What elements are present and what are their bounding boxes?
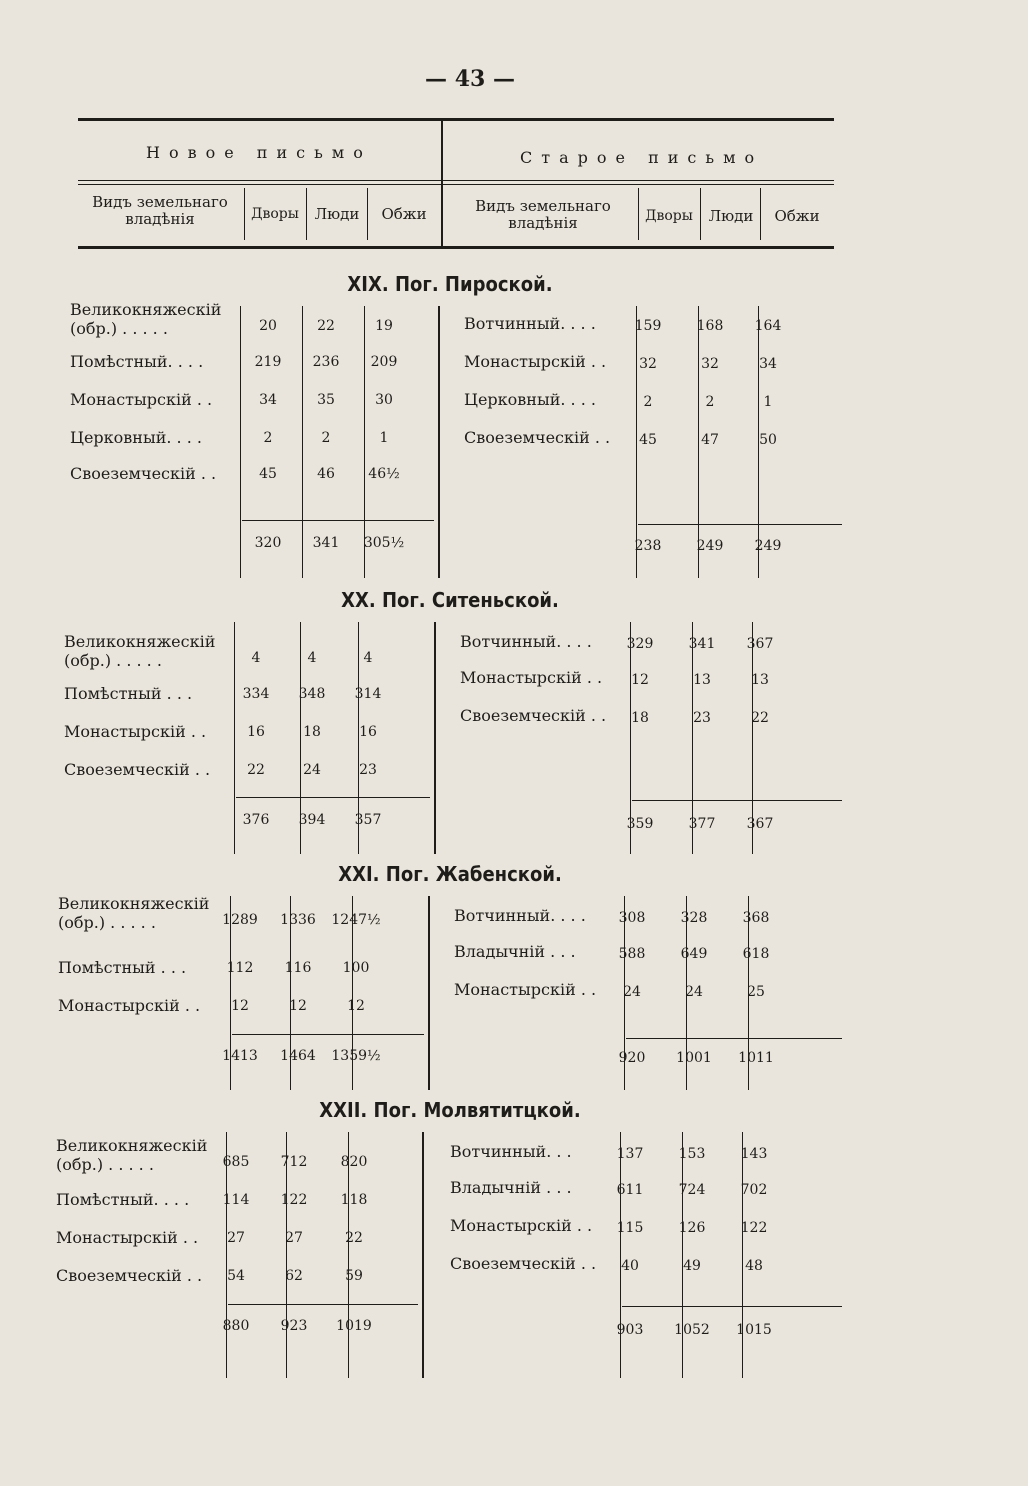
new-obzhi-value: 22 xyxy=(345,1230,363,1246)
old-total-dvory: 359 xyxy=(626,816,654,832)
new-dvory-value: 34 xyxy=(259,392,277,408)
section-title: XIX. Пог. Пироской. xyxy=(347,272,553,296)
header-mid-rule-2 xyxy=(78,184,834,185)
old-col-lyudi: Люди xyxy=(708,207,754,225)
new-dvory-value: 112 xyxy=(226,960,254,976)
column-rule xyxy=(742,1132,743,1378)
old-dvory-value: 115 xyxy=(616,1220,644,1236)
new-dvory-value: 334 xyxy=(242,686,270,702)
new-letter-title: Новое письмо xyxy=(146,143,372,162)
old-row-label: Монастырскій . . xyxy=(464,352,607,371)
letter-divider xyxy=(422,1132,424,1378)
new-lyudi-value: 62 xyxy=(285,1268,303,1284)
old-dvory-value: 24 xyxy=(623,984,641,1000)
new-row-label: Помѣстный. . . . xyxy=(70,352,204,371)
old-dvory-value: 2 xyxy=(643,394,653,410)
column-rule xyxy=(620,1132,621,1378)
new-row-label: Своеземческій . . xyxy=(64,760,211,779)
old-obzhi-value: 25 xyxy=(747,984,765,1000)
old-dvory-value: 18 xyxy=(631,710,649,726)
new-dvory-value: 54 xyxy=(227,1268,245,1284)
old-obzhi-value: 368 xyxy=(742,910,770,926)
new-lyudi-value: 35 xyxy=(317,392,335,408)
old-lyudi-value: 32 xyxy=(701,356,719,372)
old-obzhi-value: 34 xyxy=(759,356,777,372)
new-lyudi-value: 236 xyxy=(312,354,340,370)
old-total-lyudi: 249 xyxy=(696,538,724,554)
new-row-label: Великокняжескій (обр.) . . . . . xyxy=(70,300,222,338)
new-row-label: Монастырскій . . xyxy=(64,722,207,741)
old-row-label: Своеземческій . . xyxy=(460,706,607,725)
old-sum-rule xyxy=(638,524,842,525)
old-row-label: Монастырскій . . xyxy=(454,980,597,999)
new-obzhi-value: 118 xyxy=(340,1192,368,1208)
new-col-dvory: Дворы xyxy=(251,206,299,222)
old-total-dvory: 238 xyxy=(634,538,662,554)
old-row-label: Монастырскій . . xyxy=(450,1216,593,1235)
header-top-rule xyxy=(78,118,834,121)
new-row-label: Великокняжескій (обр.) . . . . . xyxy=(58,894,210,932)
new-row-label: Монастырскій . . xyxy=(56,1228,199,1247)
new-lyudi-value: 18 xyxy=(303,724,321,740)
old-dvory-value: 12 xyxy=(631,672,649,688)
new-dvory-value: 20 xyxy=(259,318,277,334)
new-row-label: Монастырскій . . xyxy=(58,996,201,1015)
new-lyudi-value: 116 xyxy=(284,960,312,976)
header-bottom-rule xyxy=(78,246,834,249)
new-row-label: Монастырскій . . xyxy=(70,390,213,409)
new-total-lyudi: 341 xyxy=(312,535,340,551)
new-total-dvory: 1413 xyxy=(222,1048,258,1064)
old-lyudi-value: 49 xyxy=(683,1258,701,1274)
old-dvory-value: 40 xyxy=(621,1258,639,1274)
new-obzhi-value: 16 xyxy=(359,724,377,740)
old-obzhi-value: 164 xyxy=(754,318,782,334)
old-obzhi-value: 48 xyxy=(745,1258,763,1274)
new-total-obzhi: 1359½ xyxy=(331,1048,381,1064)
table-header xyxy=(78,118,834,252)
old-row-label: Владычній . . . xyxy=(450,1178,572,1197)
old-sum-rule xyxy=(626,1038,842,1039)
new-lyudi-value: 712 xyxy=(280,1154,308,1170)
new-obzhi-value: 59 xyxy=(345,1268,363,1284)
new-obzhi-value: 19 xyxy=(375,318,393,334)
old-obzhi-value: 367 xyxy=(746,636,774,652)
old-obzhi-value: 1 xyxy=(763,394,773,410)
old-sum-rule xyxy=(632,800,842,801)
old-obzhi-value: 22 xyxy=(751,710,769,726)
new-col-obzhi: Обжи xyxy=(381,205,427,223)
new-lyudi-value: 24 xyxy=(303,762,321,778)
section-title: XXII. Пог. Молвятитцкой. xyxy=(319,1098,581,1122)
new-sum-rule xyxy=(232,1034,424,1035)
new-row-label: Помѣстный . . . xyxy=(64,684,193,703)
old-lyudi-value: 328 xyxy=(680,910,708,926)
new-obzhi-value: 1247½ xyxy=(331,912,381,928)
old-total-lyudi: 1001 xyxy=(676,1050,712,1066)
new-dvory-value: 4 xyxy=(251,650,261,666)
new-obzhi-value: 23 xyxy=(359,762,377,778)
new-dvory-value: 16 xyxy=(247,724,265,740)
new-lyudi-value: 4 xyxy=(307,650,317,666)
new-lyudi-value: 1336 xyxy=(280,912,316,928)
letter-divider xyxy=(434,622,436,854)
old-row-label: Вотчинный. . . . xyxy=(454,906,586,925)
new-dvory-value: 27 xyxy=(227,1230,245,1246)
old-lyudi-value: 47 xyxy=(701,432,719,448)
old-lyudi-value: 126 xyxy=(678,1220,706,1236)
new-obzhi-value: 12 xyxy=(347,998,365,1014)
new-row-label: Церковный. . . . xyxy=(70,428,202,447)
old-lyudi-value: 2 xyxy=(705,394,715,410)
old-obzhi-value: 13 xyxy=(751,672,769,688)
old-row-label: Вотчинный. . . xyxy=(450,1142,572,1161)
new-total-obzhi: 357 xyxy=(354,812,382,828)
new-row-label: Великокняжескій (обр.) . . . . . xyxy=(56,1136,208,1174)
new-total-lyudi: 1464 xyxy=(280,1048,316,1064)
old-total-obzhi: 367 xyxy=(746,816,774,832)
old-lyudi-value: 23 xyxy=(693,710,711,726)
new-col-lyudi: Люди xyxy=(314,205,360,223)
letter-divider xyxy=(438,306,440,578)
old-lyudi-value: 24 xyxy=(685,984,703,1000)
old-row-label: Вотчинный. . . . xyxy=(460,632,592,651)
new-row-label: Помѣстный. . . . xyxy=(56,1190,190,1209)
old-dvory-value: 137 xyxy=(616,1146,644,1162)
new-dvory-value: 45 xyxy=(259,466,277,482)
letter-divider xyxy=(428,896,430,1090)
old-total-dvory: 903 xyxy=(616,1322,644,1338)
old-row-label: Своеземческій . . xyxy=(464,428,611,447)
new-lyudi-value: 122 xyxy=(280,1192,308,1208)
new-obzhi-value: 100 xyxy=(342,960,370,976)
old-row-label: Своеземческій . . xyxy=(450,1254,597,1273)
new-obzhi-value: 46½ xyxy=(368,466,400,482)
new-total-dvory: 320 xyxy=(254,535,282,551)
new-total-obzhi: 1019 xyxy=(336,1318,372,1334)
new-lyudi-value: 22 xyxy=(317,318,335,334)
new-total-lyudi: 923 xyxy=(280,1318,308,1334)
section-2 xyxy=(50,588,850,840)
new-total-dvory: 880 xyxy=(222,1318,250,1334)
old-row-label: Церковный. . . . xyxy=(464,390,596,409)
new-dvory-value: 219 xyxy=(254,354,282,370)
new-dvory-value: 12 xyxy=(231,998,249,1014)
new-obzhi-value: 4 xyxy=(363,650,373,666)
old-lyudi-value: 724 xyxy=(678,1182,706,1198)
new-dvory-value: 685 xyxy=(222,1154,250,1170)
old-total-dvory: 920 xyxy=(618,1050,646,1066)
new-sum-rule xyxy=(236,797,430,798)
header-mid-rule-1 xyxy=(78,180,834,181)
new-lyudi-value: 27 xyxy=(285,1230,303,1246)
old-total-obzhi: 1011 xyxy=(738,1050,774,1066)
old-obzhi-value: 702 xyxy=(740,1182,768,1198)
page-number: — 43 — xyxy=(425,66,515,92)
section-4 xyxy=(50,1098,850,1364)
new-row-label: Великокняжескій (обр.) . . . . . xyxy=(64,632,216,670)
old-lyudi-value: 153 xyxy=(678,1146,706,1162)
old-total-lyudi: 377 xyxy=(688,816,716,832)
new-lyudi-value: 46 xyxy=(317,466,335,482)
old-row-label: Монастырскій . . xyxy=(460,668,603,687)
new-obzhi-value: 209 xyxy=(370,354,398,370)
old-dvory-value: 611 xyxy=(616,1182,644,1198)
new-obzhi-value: 1 xyxy=(379,430,389,446)
old-dvory-value: 329 xyxy=(626,636,654,652)
old-dvory-value: 32 xyxy=(639,356,657,372)
header-divider xyxy=(441,121,443,249)
new-lyudi-value: 2 xyxy=(321,430,331,446)
old-lyudi-value: 13 xyxy=(693,672,711,688)
column-rule xyxy=(682,1132,683,1378)
old-obzhi-value: 143 xyxy=(740,1146,768,1162)
new-obzhi-value: 314 xyxy=(354,686,382,702)
section-title: XXI. Пог. Жабенской. xyxy=(338,862,562,886)
old-col-obzhi: Обжи xyxy=(774,207,820,225)
old-col-kind: Видъ земельнаго владѣнія xyxy=(475,197,611,232)
old-lyudi-value: 649 xyxy=(680,946,708,962)
old-dvory-value: 588 xyxy=(618,946,646,962)
old-dvory-value: 159 xyxy=(634,318,662,334)
section-3 xyxy=(50,862,850,1076)
old-col-dvory: Дворы xyxy=(645,208,693,224)
old-total-lyudi: 1052 xyxy=(674,1322,710,1338)
section-title: XX. Пог. Ситеньской. xyxy=(341,588,559,612)
old-lyudi-value: 341 xyxy=(688,636,716,652)
new-sum-rule xyxy=(242,520,434,521)
new-total-obzhi: 305½ xyxy=(363,535,405,551)
old-row-label: Владычній . . . xyxy=(454,942,576,961)
new-obzhi-value: 820 xyxy=(340,1154,368,1170)
new-sum-rule xyxy=(228,1304,418,1305)
new-row-label: Помѣстный . . . xyxy=(58,958,187,977)
new-total-dvory: 376 xyxy=(242,812,270,828)
new-lyudi-value: 348 xyxy=(298,686,326,702)
old-dvory-value: 308 xyxy=(618,910,646,926)
new-col-kind: Видъ земельнаго владѣнія xyxy=(92,193,228,228)
new-dvory-value: 114 xyxy=(222,1192,250,1208)
old-total-obzhi: 1015 xyxy=(736,1322,772,1338)
old-obzhi-value: 122 xyxy=(740,1220,768,1236)
old-dvory-value: 45 xyxy=(639,432,657,448)
section-1 xyxy=(50,272,850,564)
new-lyudi-value: 12 xyxy=(289,998,307,1014)
old-total-obzhi: 249 xyxy=(754,538,782,554)
new-total-lyudi: 394 xyxy=(298,812,326,828)
old-sum-rule xyxy=(622,1306,842,1307)
old-row-label: Вотчинный. . . . xyxy=(464,314,596,333)
new-obzhi-value: 30 xyxy=(375,392,393,408)
new-dvory-value: 1289 xyxy=(222,912,258,928)
old-letter-title: Старое письмо xyxy=(520,148,764,167)
old-obzhi-value: 50 xyxy=(759,432,777,448)
new-dvory-value: 22 xyxy=(247,762,265,778)
old-obzhi-value: 618 xyxy=(742,946,770,962)
old-lyudi-value: 168 xyxy=(696,318,724,334)
new-dvory-value: 2 xyxy=(263,430,273,446)
new-row-label: Своеземческій . . xyxy=(70,464,217,483)
new-row-label: Своеземческій . . xyxy=(56,1266,203,1285)
